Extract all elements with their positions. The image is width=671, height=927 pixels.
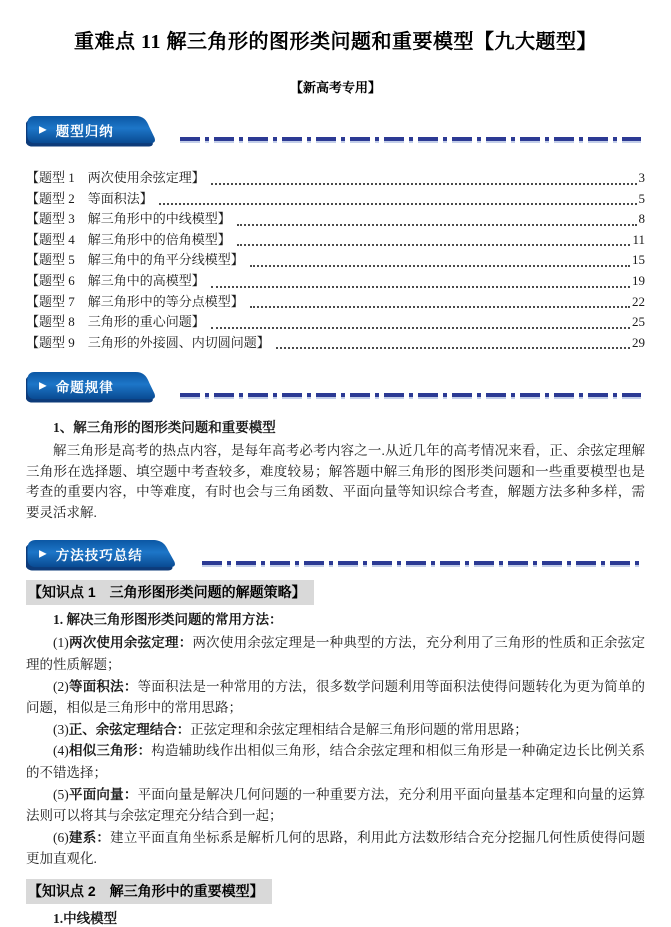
method-body: 建立平面直角坐标系是解析几何的思路，利用此方法数形结合充分挖掘几何性质使得问题更加直观化.: [26, 829, 646, 867]
rules-heading: 1、解三角形的图形类问题和重要模型: [53, 420, 276, 436]
dash-divider: [180, 137, 641, 141]
table-of-contents: [26, 168, 645, 353]
toc-item-label: 【题型 9 三角形的外接圆、内切圆问题】: [26, 334, 270, 350]
banner-text: [26, 371, 168, 400]
toc-item-label: 【题型 3 解三角形中的中线模型】: [26, 211, 231, 227]
banner-topic-types: [26, 115, 168, 147]
toc-item-8[interactable]: [26, 312, 645, 333]
method-item-2: [26, 676, 645, 719]
toc-leader-dots: [211, 183, 637, 185]
method-body: 两次使用余弦定理是一种典型的方法，充分利用了三角形的性质和正余弦定理的性质解题；: [26, 635, 645, 672]
play-icon: ▶: [39, 548, 47, 560]
toc-leader-dots: [250, 306, 630, 308]
method-body: 正弦定理和余弦定理相结合是解三角形问题的常用思路；: [190, 721, 528, 737]
toc-item-4[interactable]: [26, 230, 645, 251]
play-icon: ▶: [39, 380, 47, 392]
toc-leader-dots: [237, 224, 637, 226]
method-term: 正、余弦定理结合：: [68, 721, 191, 737]
page-subtitle: 【新高考专用】: [289, 80, 381, 95]
method-item-5: [26, 784, 645, 827]
method-term: 等面积法：: [68, 678, 138, 694]
knowledge-point-1-section: [26, 571, 645, 870]
knowledge-point-2-heading: 【知识点 2 解三角形中的重要模型】: [26, 879, 272, 904]
method-body: 等面积法是一种常用的方法，很多数学问题利用等面积法使得问题转化为更为简单的问题，相似是三角形中的常用思路；: [26, 678, 646, 716]
banner-text: [26, 539, 190, 568]
banner-label-topic-types: 题型归纳: [55, 123, 114, 139]
toc-leader-dots: [159, 203, 637, 205]
toc-page-number: 25: [632, 314, 645, 330]
toc-item-3[interactable]: [26, 209, 645, 230]
banner-text: [26, 115, 168, 144]
method-number: (5): [53, 786, 69, 802]
toc-item-7[interactable]: [26, 292, 645, 313]
toc-leader-dots: [211, 286, 630, 288]
method-term: 建系：: [68, 829, 111, 845]
method-number: (1): [53, 635, 69, 651]
rules-body: 解三角形是高考的热点内容，是每年高考必考内容之一.从近几年的高考情况来看，正、余弦定理解三角形在选择题、填空题中考查较多，难度较易；解答题中解三角形的图形类问题和一些重要模型也是考查的重要内容，中等难度，有时也会与三角函数、平面向量等知识综合考查，解题方法多种多样，需要灵活求解.: [26, 443, 645, 520]
method-body: 平面向量是解决几何问题的一种重要方法，充分利用平面向量基本定理和向量的运算法则可以将其与余弦定理充分结合到一起；: [26, 786, 646, 824]
page-title: 重难点 11 解三角形的图形类问题和重要模型【九大题型】: [74, 31, 597, 53]
toc-page-number: 5: [638, 190, 645, 206]
banner-label-exam-pattern: 命题规律: [55, 379, 114, 395]
knowledge-point-1-heading: 【知识点 1 三角形图形类问题的解题策略】: [26, 580, 314, 605]
banner-exam-pattern: [26, 371, 168, 403]
toc-item-label: 【题型 1 两次使用余弦定理】: [26, 170, 205, 185]
toc-page-number: 22: [632, 293, 645, 309]
toc-item-label: 【题型 6 解三角中的高模型】: [26, 272, 205, 288]
dash-divider: [202, 561, 641, 565]
knowledge-point-2-subheading: 1.中线模型: [53, 910, 118, 926]
play-icon: ▶: [39, 124, 47, 135]
banner-label-method-summary: 方法技巧总结: [55, 547, 143, 563]
dash-divider: [180, 393, 641, 397]
toc-item-label: 【题型 5 解三角中的角平分线模型】: [26, 252, 244, 268]
method-item-4: [26, 740, 645, 783]
toc-page-number: 15: [632, 252, 645, 268]
toc-leader-dots: [276, 347, 630, 349]
method-number: (3): [53, 721, 69, 737]
method-number: (6): [53, 829, 69, 845]
toc-item-5[interactable]: [26, 250, 645, 271]
toc-leader-dots: [211, 327, 630, 329]
method-body: 构造辅助线作出相似三角形，结合余弦定理和相似三角形是一种确定边长比例关系的不错选择；: [26, 743, 646, 780]
methods-list: [26, 632, 645, 870]
toc-page-number: 11: [632, 231, 645, 247]
banner-row-exam-pattern: [26, 371, 645, 403]
banner-row-method-summary: [26, 539, 645, 571]
toc-page-number: 8: [638, 211, 645, 227]
toc-leader-dots: [250, 265, 630, 267]
knowledge-point-2-section: [26, 870, 645, 927]
method-item-6: [26, 827, 645, 870]
toc-item-label: 【题型 2 等面积法】: [26, 190, 153, 206]
toc-item-label: 【题型 8 三角形的重心问题】: [26, 314, 205, 330]
toc-page-number: 19: [632, 272, 645, 288]
toc-item-label: 【题型 4 解三角形中的倍角模型】: [26, 231, 231, 247]
toc-item-1[interactable]: [26, 168, 645, 189]
method-term: 两次使用余弦定理：: [68, 635, 193, 651]
toc-page-number: 3: [638, 170, 645, 185]
toc-leader-dots: [237, 244, 631, 246]
toc-page-number: 29: [632, 334, 645, 350]
banner-method-summary: [26, 539, 190, 571]
method-term: 相似三角形：: [68, 743, 152, 759]
toc-item-6[interactable]: [26, 271, 645, 292]
toc-item-label: 【题型 7 解三角形中的等分点模型】: [26, 293, 244, 309]
method-number: (2): [53, 678, 69, 694]
method-term: 平面向量：: [68, 786, 138, 802]
banner-row-topic-types: [26, 115, 645, 147]
method-number: (4): [53, 743, 69, 759]
knowledge-point-1-subheading: 1. 解决三角形图形类问题的常用方法：: [53, 612, 283, 628]
toc-item-9[interactable]: [26, 333, 645, 354]
method-item-1: [26, 632, 645, 675]
toc-item-2[interactable]: [26, 189, 645, 210]
method-item-3: [26, 719, 645, 741]
